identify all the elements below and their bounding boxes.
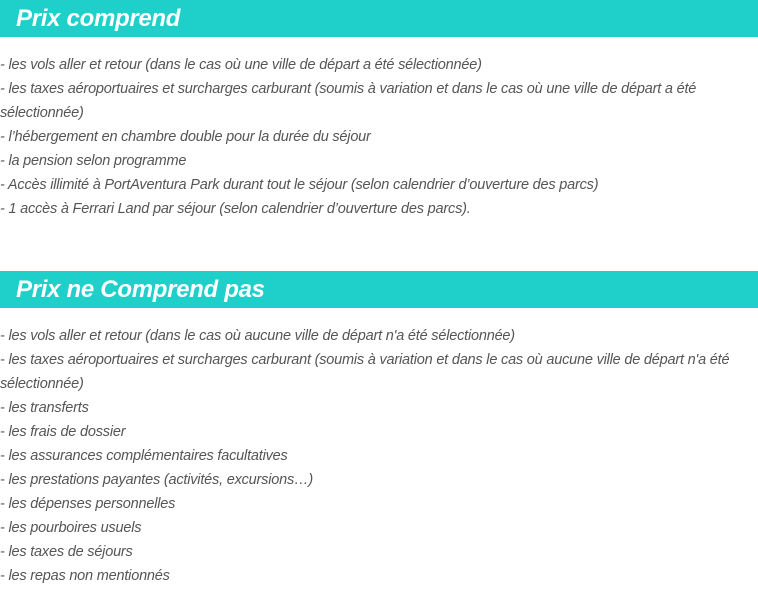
excluded-item: - les transferts: [0, 400, 89, 416]
excluded-section-title: Prix ne Comprend pas: [16, 275, 265, 303]
excluded-item: - les repas non mentionnés: [0, 568, 170, 584]
excluded-item: - les frais de dossier: [0, 424, 126, 440]
included-item: - l’hébergement en chambre double pour la durée du séjour: [0, 129, 371, 145]
included-item: - 1 accès à Ferrari Land par séjour (selon calendrier d’ouverture des parcs).: [0, 201, 471, 217]
included-item: - les vols aller et retour (dans le cas où une ville de départ a été sélectionnée): [0, 57, 482, 73]
included-section-header: [0, 0, 758, 37]
excluded-item: - les pourboires usuels: [0, 520, 142, 536]
included-section-title: Prix comprend: [16, 4, 181, 32]
excluded-section-header: [0, 271, 758, 308]
excluded-items-list: [0, 324, 740, 588]
excluded-item: - les taxes aéroportuaires et surcharges carburant (soumis à variation et dans le cas où aucune ville de départ n'a été sélectionnée): [0, 352, 730, 392]
excluded-item: - les dépenses personnelles: [0, 496, 176, 512]
included-item: - Accès illimité à PortAventura Park durant tout le séjour (selon calendrier d’ouverture des parcs): [0, 177, 599, 193]
excluded-item: - les assurances complémentaires facultatives: [0, 448, 288, 464]
included-item: - la pension selon programme: [0, 153, 187, 169]
excluded-item: - les taxes de séjours: [0, 544, 133, 560]
excluded-item: - les prestations payantes (activités, excursions…): [0, 472, 313, 488]
excluded-item: - les vols aller et retour (dans le cas où aucune ville de départ n'a été sélectionnée): [0, 328, 515, 344]
included-item: - les taxes aéroportuaires et surcharges carburant (soumis à variation et dans le cas où une ville de départ a été sélectionnée): [0, 81, 697, 121]
included-items-list: [0, 53, 740, 221]
